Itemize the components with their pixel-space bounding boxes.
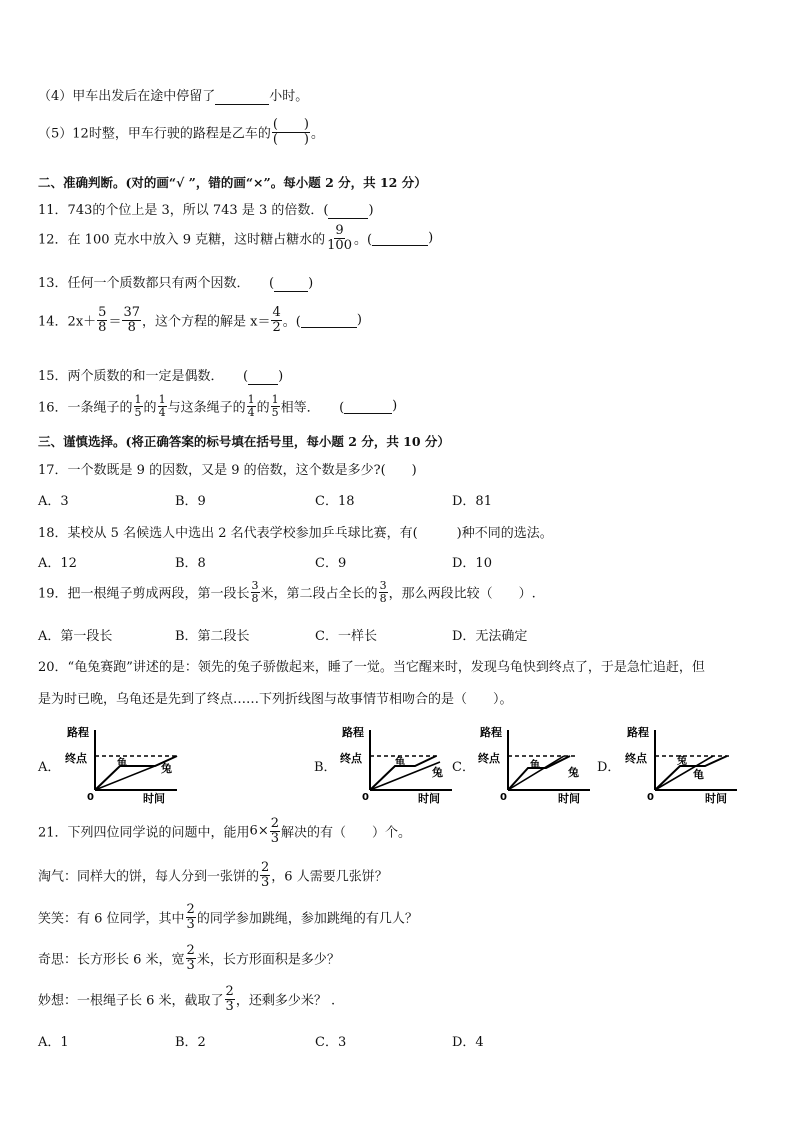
option-b[interactable]: B． [314, 760, 337, 775]
turtle-label: 龟 [117, 758, 127, 769]
option-a[interactable]: A．3 [38, 494, 69, 509]
rabbit-label: 兔 [161, 762, 172, 775]
finish-label: 终点 [625, 752, 647, 765]
question-17: 17．一个数既是 9 的因数，又是 9 的倍数，这个数是多少?( ) [38, 463, 417, 478]
fraction: $\frac{2}{3}$ [261, 860, 270, 890]
x-axis-label: 时间 [143, 792, 165, 804]
option-c[interactable]: C．一样长 [315, 629, 377, 644]
option-d[interactable]: D．10 [452, 556, 492, 571]
option-a[interactable]: A．12 [38, 556, 77, 571]
y-axis-label: 路程 [627, 726, 649, 739]
answer-fraction[interactable]: $\frac{( )}{( )}$ [272, 117, 309, 147]
finish-label: 终点 [340, 752, 362, 765]
question-18: 18．某校从 5 名候选人中选出 2 名代表学校参加乒乓球比赛，有( )种不同的选法。 [38, 526, 553, 541]
answer-blank[interactable] [301, 312, 357, 328]
finish-label: 终点 [65, 752, 87, 765]
y-axis-label: 路程 [67, 726, 89, 739]
graph-a[interactable] [65, 722, 185, 804]
option-d[interactable]: D． [597, 760, 621, 775]
option-c[interactable]: C． [452, 760, 475, 775]
statement-miaoxiang: 妙想：一根绳子长 6 米，截取了 $\frac{2}{3}$ ，还剩多少米？ . [38, 984, 336, 1014]
answer-blank[interactable] [344, 398, 392, 414]
question-15: 15．两个质数的和一定是偶数． ( ) [38, 369, 284, 384]
fraction: $\frac{1}{5}$ [134, 393, 142, 419]
fraction: $\frac{2}{3}$ [270, 816, 279, 846]
finish-label: 终点 [478, 752, 500, 765]
fraction: $\frac{5}{8}$ [98, 305, 107, 335]
rabbit-label: 兔 [677, 756, 687, 767]
x-axis-label: 时间 [558, 792, 580, 804]
statement-xiaoxiao: 笑笑：有 6 位同学，其中 $\frac{2}{3}$ 的同学参加跳绳，参加跳绳的有几人？ [38, 902, 418, 932]
fraction: $\frac{2}{3}$ [186, 943, 195, 973]
graph-c[interactable] [478, 722, 598, 804]
question-12: 12．在 100 克水中放入 9 克糖，这时糖占糖水的 $\frac{9}{100}$ 。( ) [38, 223, 434, 253]
section-2-title: 二、准确判断。(对的画“√ ”，错的画“×”。每小题 2 分，共 12 分） [38, 175, 427, 190]
fraction: $\frac{1}{4}$ [247, 393, 255, 419]
y-axis-label: 路程 [480, 726, 502, 739]
fraction: $\frac{37}{8}$ [123, 305, 140, 335]
option-d[interactable]: D．81 [452, 494, 492, 509]
x-axis-label: 时间 [705, 792, 727, 804]
answer-blank[interactable] [372, 230, 428, 246]
fraction: $\frac{4}{2}$ [272, 305, 281, 335]
origin-label: 0 [362, 792, 369, 803]
question-21: 21．下列四位同学说的问题中，能用6× $\frac{2}{3}$ 解决的有（ ）个。 [38, 816, 412, 846]
option-d[interactable]: D．无法确定 [452, 629, 528, 644]
option-c[interactable]: C．18 [315, 494, 355, 509]
question-5: （5）12时整，甲车行驶的路程是乙车的 $\frac{( )}{( )}$ 。 [38, 117, 324, 147]
origin-label: 0 [500, 792, 507, 803]
question-20-line-2: 是为时已晚，乌龟还是先到了终点……下列折线图与故事情节相吻合的是（ ）。 [38, 692, 513, 707]
graph-d[interactable] [625, 722, 745, 804]
rabbit-label: 兔 [568, 766, 579, 779]
option-a[interactable]: A． [38, 760, 61, 775]
question-11: 11．743的个位上是 3，所以 743 是 3 的倍数．( ) [38, 203, 374, 218]
question-19: 19．把一根绳子剪成两段，第一段长 $\frac{3}{8}$ 米，第二段占全长的 $\frac{3}{8}$ ，那么两段比较（ ）. [38, 579, 536, 605]
option-b[interactable]: B．8 [175, 556, 206, 571]
origin-label: 0 [87, 792, 94, 803]
option-d[interactable]: D．4 [452, 1035, 484, 1050]
fraction: $\frac{3}{8}$ [379, 579, 387, 605]
answer-blank[interactable] [248, 369, 278, 385]
option-b[interactable]: B．9 [175, 494, 206, 509]
question-13: 13．任何一个质数都只有两个因数． ( ) [38, 276, 314, 291]
fraction: $\frac{1}{5}$ [271, 393, 279, 419]
rabbit-label: 兔 [432, 766, 443, 779]
fraction: $\frac{9}{100}$ [327, 223, 352, 253]
turtle-label: 龟 [693, 768, 704, 781]
fraction: $\frac{1}{4}$ [158, 393, 166, 419]
question-20-line-1: 20．“龟兔赛跑”讲述的是：领先的兔子骄傲起来，睡了一觉。当它醒来时，发现乌龟快到终点了，于是急忙追赶，但 [38, 660, 705, 675]
fraction: $\frac{3}{8}$ [251, 579, 259, 605]
fraction: $\frac{2}{3}$ [225, 984, 234, 1014]
x-axis-label: 时间 [418, 792, 440, 804]
statement-taoqi: 淘气：同样大的饼，每人分到一张饼的 $\frac{2}{3}$ ，6 人需要几张饼？ [38, 860, 388, 890]
option-c[interactable]: C．9 [315, 556, 347, 571]
option-b[interactable]: B．第二段长 [175, 629, 250, 644]
fraction: $\frac{2}{3}$ [186, 902, 195, 932]
answer-blank[interactable] [274, 276, 308, 292]
option-a[interactable]: A．1 [38, 1035, 69, 1050]
section-3-title: 三、谨慎选择。(将正确答案的标号填在括号里，每小题 2 分，共 10 分） [38, 434, 450, 449]
answer-blank[interactable] [215, 89, 269, 105]
question-4: （4）甲车出发后在途中停留了 小时。 [38, 89, 309, 104]
statement-qisi: 奇思：长方形长 6 米，宽 $\frac{2}{3}$ 米，长方形面积是多少？ [38, 943, 340, 973]
option-a[interactable]: A．第一段长 [38, 629, 113, 644]
graph-b[interactable] [340, 722, 460, 804]
option-b[interactable]: B．2 [175, 1035, 206, 1050]
option-c[interactable]: C．3 [315, 1035, 347, 1050]
turtle-label: 龟 [530, 760, 540, 771]
turtle-label: 龟 [395, 757, 405, 768]
y-axis-label: 路程 [342, 726, 364, 739]
origin-label: 0 [647, 792, 654, 803]
question-16: 16．一条绳子的 $\frac{1}{5}$ 的 $\frac{1}{4}$ 与这条绳子的 $\frac{1}{4}$ 的 $\frac{1}{5}$ 相等． ( ) [38, 393, 398, 419]
question-14: 14．2x＋ $\frac{5}{8}$ ＝ $\frac{37}{8}$ ，这个方程的解是 x＝ $\frac{4}{2}$ 。( ) [38, 305, 362, 335]
answer-blank[interactable] [328, 203, 368, 219]
